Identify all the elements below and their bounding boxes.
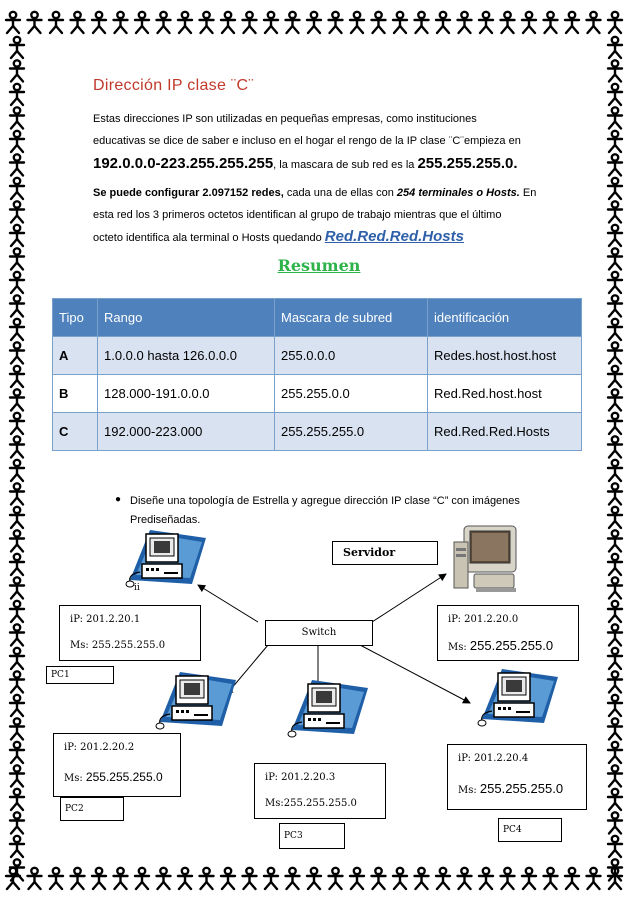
table-cell: 255.255.255.0 [275, 413, 428, 451]
server-computer-icon [450, 522, 530, 594]
pc2-info-box [53, 733, 181, 797]
stray-text: ii [134, 583, 140, 593]
bullet-line-1: Diseñe una topología de Estrella y agregue dirección IP clase “C” con imágenes [130, 495, 520, 507]
table-cell: 255.255.0.0 [275, 375, 428, 413]
table-cell: A [53, 337, 98, 375]
pc4-ip: iP: 201.2.20.4 [458, 753, 529, 764]
config-text-end: En [519, 187, 537, 199]
mask-text: , la mascara de sub red es la [273, 159, 418, 171]
table-cell: 1.0.0.0 hasta 126.0.0.0 [98, 337, 275, 375]
pc2-ip: iP: 201.2.20.2 [64, 742, 135, 753]
red-hosts-link[interactable]: Red.Red.Red.Hosts [324, 228, 464, 245]
pc1-info-box [59, 605, 201, 661]
pc4-info-box [447, 744, 587, 810]
switch-box [265, 620, 373, 646]
ip-range: 192.0.0.0-223.255.255.255 [93, 155, 274, 172]
header-rango: Rango [98, 299, 275, 337]
config-text: cada una de ellas con [283, 187, 397, 199]
host-count: 254 terminales o Hosts. [396, 187, 520, 199]
pc3-label: PC3 [279, 823, 345, 849]
resumen-heading: Resumen [277, 256, 361, 275]
table-cell: B [53, 375, 98, 413]
pc4-computer-icon [472, 667, 562, 729]
pc1-computer-icon [120, 528, 210, 590]
pc1-mask: Ms: 255.255.255.0 [70, 640, 166, 651]
pc4-label: PC4 [498, 818, 562, 842]
switch-label: Switch [301, 627, 337, 638]
table-cell: Redes.host.host.host [428, 337, 582, 375]
table-cell: Red.Red.host.host [428, 375, 582, 413]
pc3-info-box [254, 763, 386, 819]
pc2-computer-icon [150, 670, 240, 732]
pc4-mask-value: 255.255.255.0 [479, 781, 564, 796]
server-info-box [437, 605, 579, 661]
config-line-3-text: octeto identifica ala terminal o Hosts quedando [93, 232, 325, 244]
server-mask-value: 255.255.255.0 [469, 638, 554, 653]
table-cell: Red.Red.Red.Hosts [428, 413, 582, 451]
pc3-computer-icon [282, 678, 372, 740]
table-cell: C [53, 413, 98, 451]
subnet-mask: 255.255.255.0. [417, 155, 518, 172]
pc3-mask: Ms:255.255.255.0 [265, 798, 357, 809]
pc4-mask-label: Ms: [458, 785, 480, 796]
pc2-mask-value: 255.255.255.0 [85, 770, 163, 784]
header-mascara: Mascara de subred [275, 299, 428, 337]
config-line-2: esta red los 3 primeros octetos identifican al grupo de trabajo mientras que el último [93, 209, 502, 221]
pc1-ip: iP: 201.2.20.1 [70, 614, 141, 625]
table-cell: 192.000-223.000 [98, 413, 275, 451]
pc2-mask-label: Ms: [64, 773, 86, 784]
header-tipo: Tipo [53, 299, 98, 337]
header-identificacion: identificación [428, 299, 582, 337]
table-cell: 128.000-191.0.0.0 [98, 375, 275, 413]
server-mask [448, 638, 553, 653]
pc2-mask [64, 770, 163, 784]
servidor-label-box [332, 541, 438, 565]
pc2-label: PC2 [60, 797, 124, 821]
table-cell: 255.0.0.0 [275, 337, 428, 375]
bullet-line-2: Prediseñadas. [130, 514, 201, 526]
intro-line-2: educativas se dice de saber e incluso en el hogar el rengo de la IP clase ¨C¨empieza en [93, 135, 521, 147]
page-title: Dirección IP clase ¨C¨ [93, 77, 255, 94]
servidor-label: Servidor [343, 546, 396, 559]
pc3-ip: iP: 201.2.20.3 [265, 772, 336, 783]
intro-line-1: Estas direcciones IP son utilizadas en pequeñas empresas, como instituciones [93, 113, 477, 125]
server-mask-label: Ms: [448, 642, 470, 653]
pc4-mask [458, 781, 563, 796]
network-count: Se puede configurar 2.097152 redes, [93, 187, 284, 199]
pc1-label: PC1 [46, 666, 114, 684]
bullet-icon: ● [115, 494, 122, 505]
server-ip: iP: 201.2.20.0 [448, 614, 519, 625]
